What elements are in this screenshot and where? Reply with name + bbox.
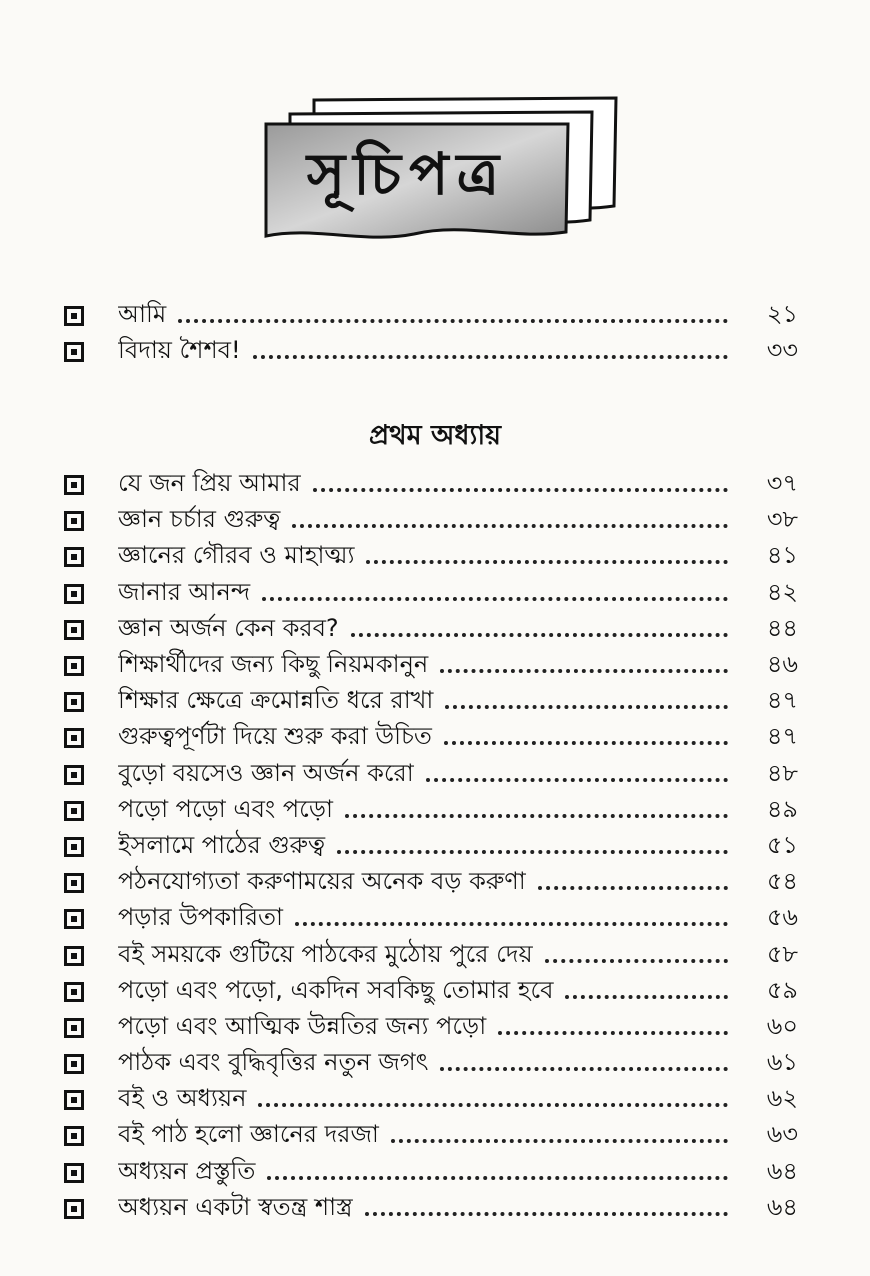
entry-title: পড়ো এবং পড়ো, একদিন সবকিছু তোমার হবে	[118, 975, 554, 1004]
dot-leader	[545, 959, 728, 963]
toc-entry	[0, 1155, 870, 1191]
toc-entry	[0, 757, 870, 793]
square-bullet-icon	[64, 1054, 84, 1074]
toc-entry	[0, 901, 870, 937]
square-bullet-icon	[64, 765, 84, 785]
page-number: ৪৭	[766, 722, 798, 751]
square-bullet-icon	[64, 1018, 84, 1038]
toc-entry	[0, 974, 870, 1010]
dot-leader	[365, 1212, 728, 1216]
toc-entry	[0, 1082, 870, 1118]
toc-entry	[0, 1010, 870, 1046]
entry-title: জ্ঞানের গৌরব ও মাহাত্ম্য	[118, 541, 355, 570]
square-bullet-icon	[64, 547, 84, 567]
dot-leader	[258, 1103, 728, 1107]
dot-leader	[445, 705, 728, 709]
square-bullet-icon	[64, 837, 84, 857]
dot-leader	[391, 1139, 728, 1143]
entry-title: বুড়ো বয়সেও জ্ঞান অর্জন করো	[118, 758, 414, 787]
dot-leader	[498, 1031, 728, 1035]
entry-title: বিদায় শৈশব!	[118, 336, 241, 365]
entry-title: পঠনযোগ্যতা করুণাময়ের অনেক বড় করুণা	[118, 867, 526, 896]
square-bullet-icon	[64, 620, 84, 640]
square-bullet-icon	[64, 584, 84, 604]
entry-title: জ্ঞান অর্জন কেন করব?	[118, 613, 339, 642]
page-number: ৬০	[766, 1011, 798, 1040]
toc-entry	[0, 829, 870, 865]
entry-title: বই পাঠ হলো জ্ঞানের দরজা	[118, 1120, 379, 1149]
toc-entry	[0, 539, 870, 575]
square-bullet-icon	[64, 1163, 84, 1183]
entry-title: বই সময়কে গুটিয়ে পাঠকের মুঠোয় পুরে দেয়	[118, 939, 533, 968]
page-number: ৬১	[766, 1048, 798, 1077]
dot-leader	[295, 922, 728, 926]
dot-leader	[351, 633, 728, 637]
page-number: ৩৩	[766, 336, 798, 365]
dot-leader	[253, 355, 728, 359]
toc-entry	[0, 576, 870, 612]
dot-leader	[178, 319, 728, 323]
dot-leader	[426, 778, 728, 782]
page-number: ৪২	[766, 577, 798, 606]
square-bullet-icon	[64, 982, 84, 1002]
entry-title: ইসলামে পাঠের গুরুত্ব	[118, 830, 326, 859]
dot-leader	[444, 741, 728, 745]
entry-title: পড়ার উপকারিতা	[118, 903, 283, 932]
dot-leader	[366, 560, 728, 564]
section-heading: প্রথম অধ্যায়	[368, 420, 502, 451]
entry-title: পড়ো পড়ো এবং পড়ো	[118, 794, 333, 823]
square-bullet-icon	[64, 475, 84, 495]
page-number: ৪৪	[766, 613, 798, 642]
page-number: ৩৭	[766, 469, 798, 498]
page-number: ৬৪	[766, 1156, 798, 1185]
page-number: ৫১	[766, 830, 798, 859]
square-bullet-icon	[64, 801, 84, 821]
square-bullet-icon	[64, 306, 84, 326]
dot-leader	[313, 488, 728, 492]
page-number: ৬২	[766, 1084, 798, 1113]
entry-title: জ্ঞান চর্চার গুরুত্ব	[118, 505, 281, 534]
dot-leader	[337, 850, 728, 854]
entry-title: যে জন প্রিয় আমার	[118, 469, 301, 498]
toc-entry	[0, 1191, 870, 1227]
entry-title: শিক্ষার্থীদের জন্য কিছু নিয়মকানুন	[118, 650, 429, 679]
entry-title: পাঠক এবং বুদ্ধিবৃত্তির নতুন জগৎ	[118, 1048, 429, 1077]
toc-entry	[0, 937, 870, 973]
toc-entry	[0, 503, 870, 539]
page-number: ৫৯	[766, 975, 798, 1004]
square-bullet-icon	[64, 656, 84, 676]
toc-entry	[0, 720, 870, 756]
page-number: ২১	[766, 300, 798, 329]
toc-entry	[0, 467, 870, 503]
square-bullet-icon	[64, 1090, 84, 1110]
dot-leader	[267, 1176, 728, 1180]
square-bullet-icon	[64, 909, 84, 929]
entry-title: বই ও অধ্যয়ন	[118, 1084, 247, 1113]
toc-entry	[0, 684, 870, 720]
toc-entry	[0, 865, 870, 901]
dot-leader	[440, 669, 728, 673]
page-number: ৫৪	[766, 867, 798, 896]
square-bullet-icon	[64, 1126, 84, 1146]
page-number: ৬৪	[766, 1192, 798, 1221]
page-number: ৪১	[766, 541, 798, 570]
toc-entry	[0, 648, 870, 684]
page-number: ৫৬	[766, 903, 798, 932]
entry-title: পড়ো এবং আত্মিক উন্নতির জন্য পড়ো	[118, 1011, 487, 1040]
dot-leader	[440, 1067, 728, 1071]
square-bullet-icon	[64, 728, 84, 748]
entry-title: জানার আনন্দ	[118, 577, 251, 606]
page-number: ৪৬	[766, 650, 798, 679]
square-bullet-icon	[64, 873, 84, 893]
toc-entry	[0, 1118, 870, 1154]
square-bullet-icon	[64, 342, 84, 362]
entry-title: অধ্যয়ন প্রস্তুতি	[118, 1156, 256, 1185]
chapter-toc	[0, 467, 870, 1227]
entry-title: আমি	[118, 300, 167, 329]
square-bullet-icon	[64, 946, 84, 966]
page-number: ৪৭	[766, 686, 798, 715]
intro-toc	[0, 298, 870, 370]
toc-entry	[0, 334, 870, 370]
square-bullet-icon	[64, 1199, 84, 1219]
toc-entry	[0, 298, 870, 334]
dot-leader	[292, 524, 728, 528]
toc-entry	[0, 793, 870, 829]
toc-entry	[0, 1046, 870, 1082]
dot-leader	[538, 886, 728, 890]
entry-title: অধ্যয়ন একটা স্বতন্ত্র শাস্ত্র	[118, 1192, 353, 1221]
page-title: সূচিপত্র	[306, 140, 508, 208]
page-number: ৪৯	[766, 794, 798, 823]
square-bullet-icon	[64, 692, 84, 712]
page-number: ৫৮	[766, 939, 798, 968]
toc-entry	[0, 612, 870, 648]
dot-leader	[262, 597, 728, 601]
entry-title: গুরুত্বপূর্ণটা দিয়ে শুরু করা উচিত	[118, 722, 432, 751]
dot-leader	[345, 814, 728, 818]
dot-leader	[565, 995, 728, 999]
page-number: ৪৮	[766, 758, 798, 787]
square-bullet-icon	[64, 511, 84, 531]
page-number: ৩৮	[766, 505, 798, 534]
entry-title: শিক্ষার ক্ষেত্রে ক্রমোন্নতি ধরে রাখা	[118, 686, 434, 715]
page-number: ৬৩	[766, 1120, 798, 1149]
